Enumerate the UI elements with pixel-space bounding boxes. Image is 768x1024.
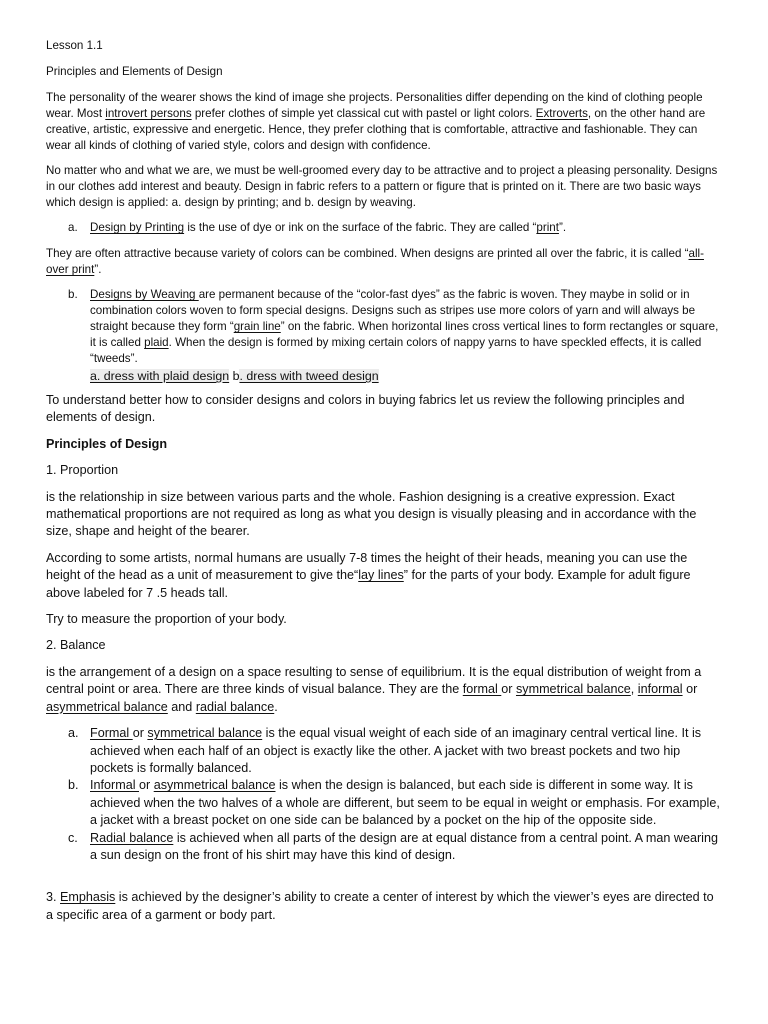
term-extroverts: Extroverts <box>535 107 588 120</box>
heading-balance: 2. Balance <box>46 638 106 653</box>
paragraph-personality: The personality of the wearer shows the kind of image she projects. Personalities differ depending on the kind of clothing people wear. Most introvert persons prefer clothes of simple yet classical cut with pastel or light colors. Extroverts, on the other hand are creative, artistic, expressive and energetic. Hence, they prefer clothing that is comfortable, attractive and fashionable. They can wear all kinds of clothing of varied style, colors and design with confidence. <box>46 91 706 152</box>
term-designs-by-weaving: Designs by Weaving <box>90 288 199 301</box>
caption-tweed-dress: . dress with tweed design <box>239 369 379 383</box>
paragraph-emphasis: 3. Emphasis is achieved by the designer’s ability to create a center of interest by which the viewer’s eyes are directed to a specific area of a garment or body part. <box>46 890 714 922</box>
term-print: print <box>536 221 559 234</box>
list-item: a. Design by Printing is the use of dye or ink on the surface of the fabric. They are called “print”. <box>68 221 567 234</box>
list-item: b. Designs by Weaving are permanent because of the “color-fast dyes” as the fabric is woven. They maybe in solid or in combination colors woven to form special designs. Designs such as stripes use more colors of yarn and will always be straight because they form “grain line” on the fabric. When horizontal lines cross vertical lines to form rectangles or square, it is called plaid. When the design is formed by mixing certain colors of nappy yarns to have speckled effects, it is called “tweeds”. <box>68 288 719 365</box>
paragraph-grooming: No matter who and what we are, we must be well-groomed every day to be attractive and to project a pleasing personality. Designs in our clothes add interest and beauty. Design in fabric refers to a pattern or figure that is printed on it. There are two basic ways which design is applied: a. design by printing; and b. design by weaving. <box>46 164 718 209</box>
term-radial-balance: radial balance <box>195 699 275 714</box>
paragraph-all-over-print: They are often attractive because variety of colors can be combined. When designs are printed all over the fabric, it is called “all- over print”. <box>46 247 704 276</box>
paragraph-proportion: is the relationship in size between various parts and the whole. Fashion designing is a creative expression. Exact mathematical proportions are not required as long as what you design is visually pleasing and in accordance with the size, shape and height of the bearer. <box>46 489 697 539</box>
term-symmetrical-balance: symmetrical balance <box>515 682 631 697</box>
paragraph-balance: is the arrangement of a design on a space resulting to sense of equilibrium. It is the equal distribution of weight from a central point or area. There are three kinds of visual balance. They are the formal or symmetrical balance, informal or asymmetrical balance and radial balance. <box>46 664 702 714</box>
paragraph-review: To understand better how to consider designs and colors in buying fabrics let us review the following principles and elements of design. <box>46 393 685 425</box>
term-informal: informal <box>637 682 683 697</box>
term-lay-lines: lay lines <box>358 568 404 583</box>
term-formal: formal <box>462 682 502 697</box>
term-design-by-printing: Design by Printing <box>90 221 185 234</box>
document-title: Principles and Elements of Design <box>46 65 223 78</box>
heading-proportion: 1. Proportion <box>46 463 119 478</box>
paragraph-heads: According to some artists, normal humans are usually 7-8 times the height of their heads, meaning you can use the height of the head as a unit of measurement to give the“lay lines” for the parts of your body. Example for adult figure above labeled for 7 .5 heads tall. <box>46 550 691 600</box>
term-all-over-print: all- over print <box>46 247 704 276</box>
term-introvert: introvert persons <box>105 107 192 120</box>
term-emphasis: Emphasis <box>60 890 116 905</box>
list-item: b. Informal or asymmetrical balance is when the design is balanced, but each side is different in some way. It is achieved when the two halves of a whole are different, but seem to be equal in weight or emphasis. For example, a jacket with a breast pocket on one side can be balanced by a pocket on the hip of the opposite side. <box>68 778 720 828</box>
list-item: c. Radial balance is achieved when all parts of the design are at equal distance from a central point. A man wearing a sun design on the front of his shirt may have this kind of design. <box>68 830 718 862</box>
term-grain-line: grain line <box>233 320 281 333</box>
list-design-printing <box>46 220 724 236</box>
paragraph-measure: Try to measure the proportion of your body. <box>46 612 287 627</box>
term-plaid: plaid <box>144 336 169 349</box>
caption-line: a. dress with plaid design b. dress with tweed design <box>90 369 379 383</box>
term-asymmetrical-balance: asymmetrical balance <box>46 699 168 714</box>
caption-plaid-dress: a. dress with plaid design <box>90 369 230 383</box>
list-item: a. Formal or symmetrical balance is the equal visual weight of each side of an imaginary central vertical line. It is achieved when each half of an object is exactly like the other. A jacket with two breast pockets and two hip pockets is formally balanced. <box>68 726 702 775</box>
list-design-weaving <box>46 287 724 384</box>
list-balance-types <box>46 725 724 864</box>
heading-principles: Principles of Design <box>46 436 168 451</box>
lesson-number: Lesson 1.1 <box>46 39 103 52</box>
